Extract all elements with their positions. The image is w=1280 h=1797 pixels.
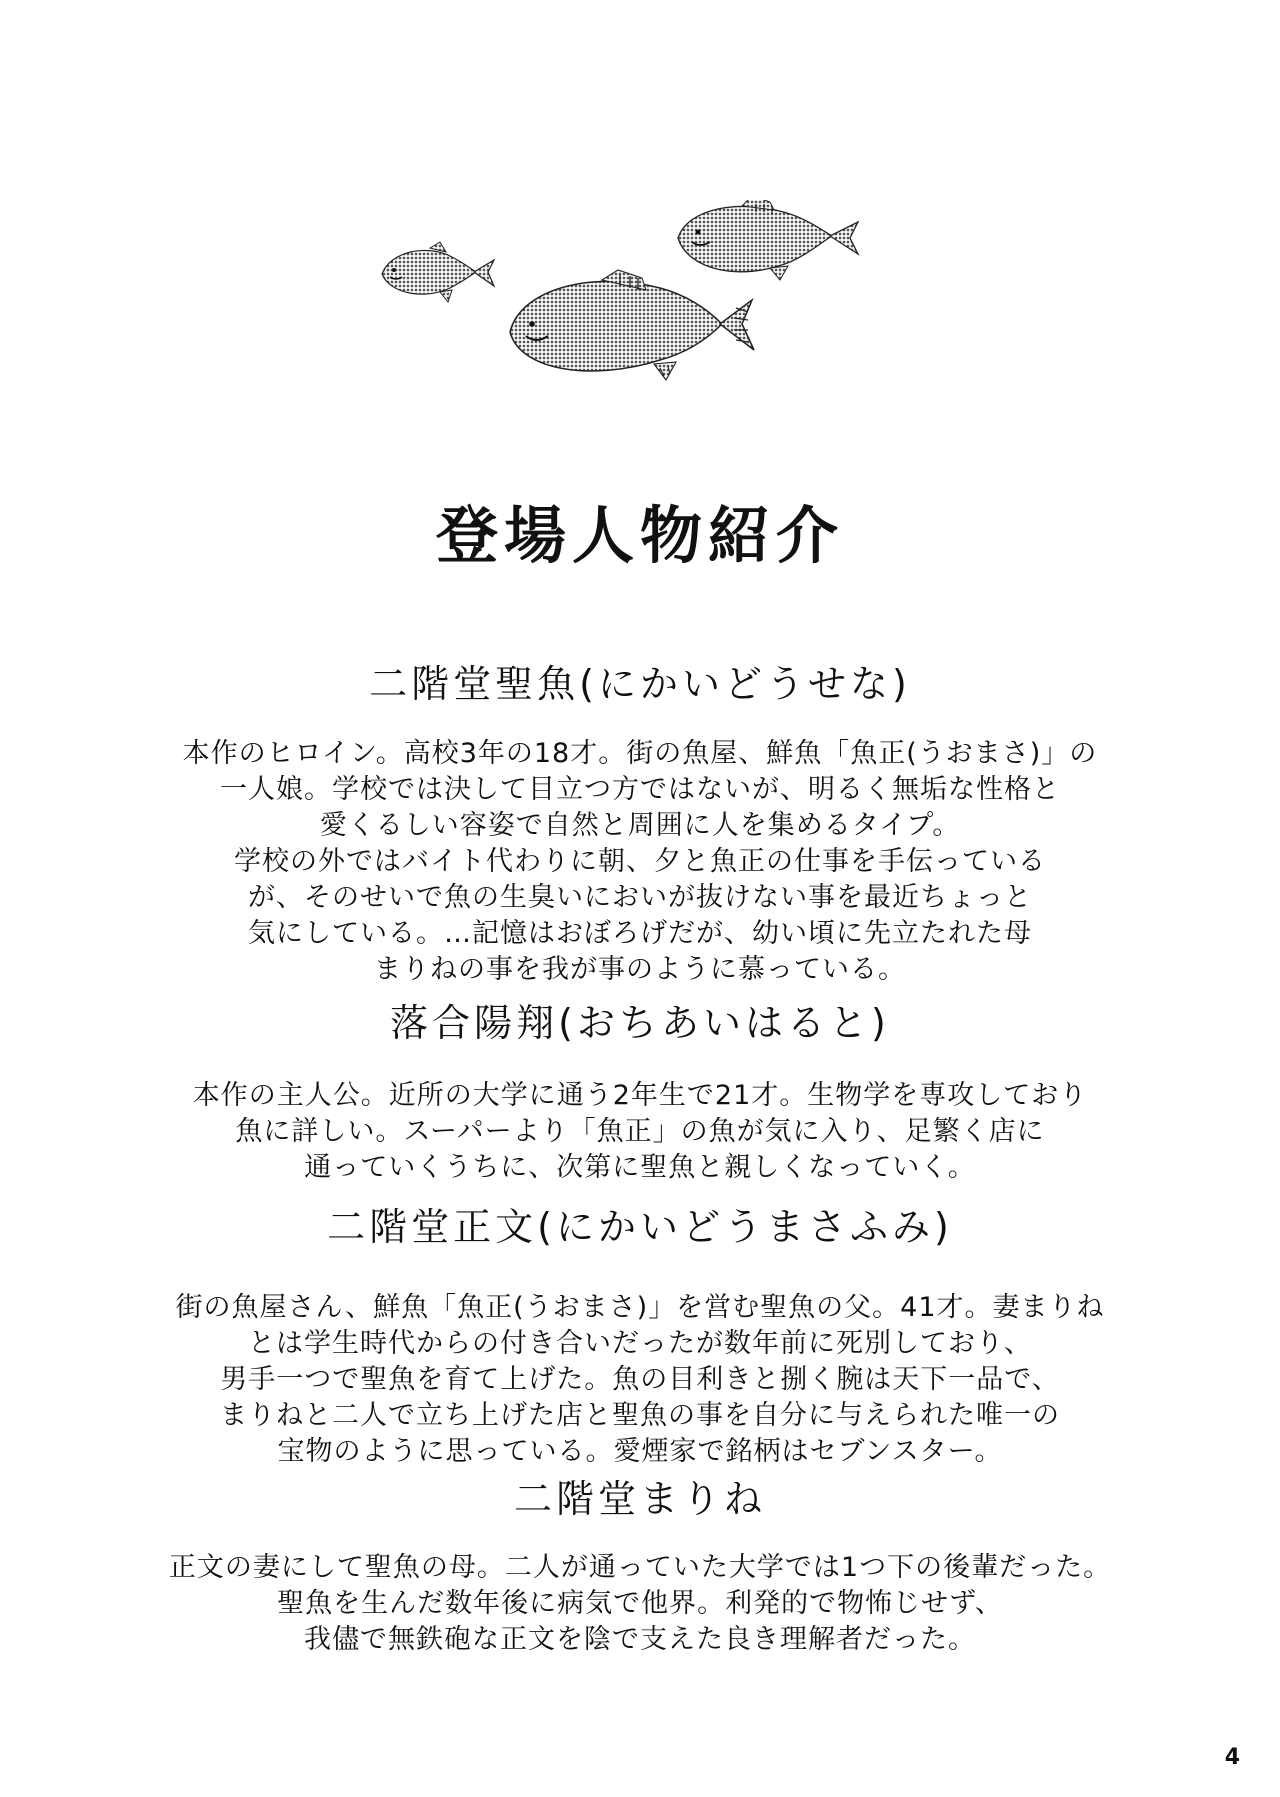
large-fish-icon — [510, 270, 754, 380]
character-description — [100, 736, 1180, 988]
description-line: 気にしている。…記憶はおぼろげだが、幼い頃に先立たれた母 — [248, 918, 1032, 949]
character-name: 二階堂聖魚(にかいどうせな) — [369, 662, 911, 706]
description-line: まりねの事を我が事のように慕っている。 — [374, 954, 906, 985]
description-line: 本作の主人公。近所の大学に通う2年生で21才。生物学を専攻しており — [192, 1080, 1088, 1111]
character-name: 落合陽翔(おちあいはると) — [390, 1001, 890, 1045]
description-line: 通っていくうちに、次第に聖魚と親しくなっていく。 — [304, 1152, 976, 1183]
character-description — [100, 1290, 1180, 1470]
character-name: 二階堂まりね — [513, 1477, 766, 1521]
description-line: 愛くるしい容姿で自然と周囲に人を集めるタイプ。 — [319, 810, 961, 841]
description-line: 本作のヒロイン。高校3年の18才。街の魚屋、鮮魚「魚正(うおまさ)」の — [182, 738, 1098, 769]
description-line: が、そのせいで魚の生臭いにおいが抜けない事を最近ちょっと — [248, 882, 1032, 913]
description-line: 男手一つで聖魚を育て上げた。魚の目利きと捌く腕は天下一品で、 — [220, 1364, 1060, 1395]
description-line: 宝物のように思っている。愛煙家で銘柄はセブンスター。 — [277, 1436, 1003, 1467]
small-fish-icon — [382, 242, 494, 302]
page-number: 4 — [1224, 1745, 1240, 1770]
description-line: とは学生時代からの付き合いだったが数年前に死別しており、 — [248, 1328, 1032, 1359]
character-description — [100, 1078, 1180, 1186]
description-line: 学校の外ではバイト代わりに朝、夕と魚正の仕事を手伝っている — [234, 846, 1046, 877]
description-line: 正文の妻にして聖魚の母。二人が通っていた大学では1つ下の後輩だった。 — [168, 1552, 1112, 1583]
description-line: 街の魚屋さん、鮮魚「魚正(うおまさ)」を営む聖魚の父。41才。妻まりね — [175, 1292, 1105, 1323]
fish-illustration — [370, 200, 990, 460]
description-line: 聖魚を生んだ数年後に病気で他界。利発的で物怖じせず、 — [277, 1588, 1003, 1619]
character-name: 二階堂正文(にかいどうまさふみ) — [327, 1205, 953, 1249]
page-title: 登場人物紹介 — [435, 499, 844, 572]
description-line: 一人娘。学校では決して目立つ方ではないが、明るく無垢な性格と — [220, 774, 1060, 805]
description-line: まりねと二人で立ち上げた店と聖魚の事を自分に与えられた唯一の — [220, 1400, 1060, 1431]
description-line: 我儘で無鉄砲な正文を陰で支えた良き理解者だった。 — [304, 1624, 976, 1655]
description-line: 魚に詳しい。スーパーより「魚正」の魚が気に入り、足繁く店に — [235, 1116, 1045, 1147]
medium-fish-icon — [678, 200, 858, 280]
character-description — [100, 1550, 1180, 1658]
